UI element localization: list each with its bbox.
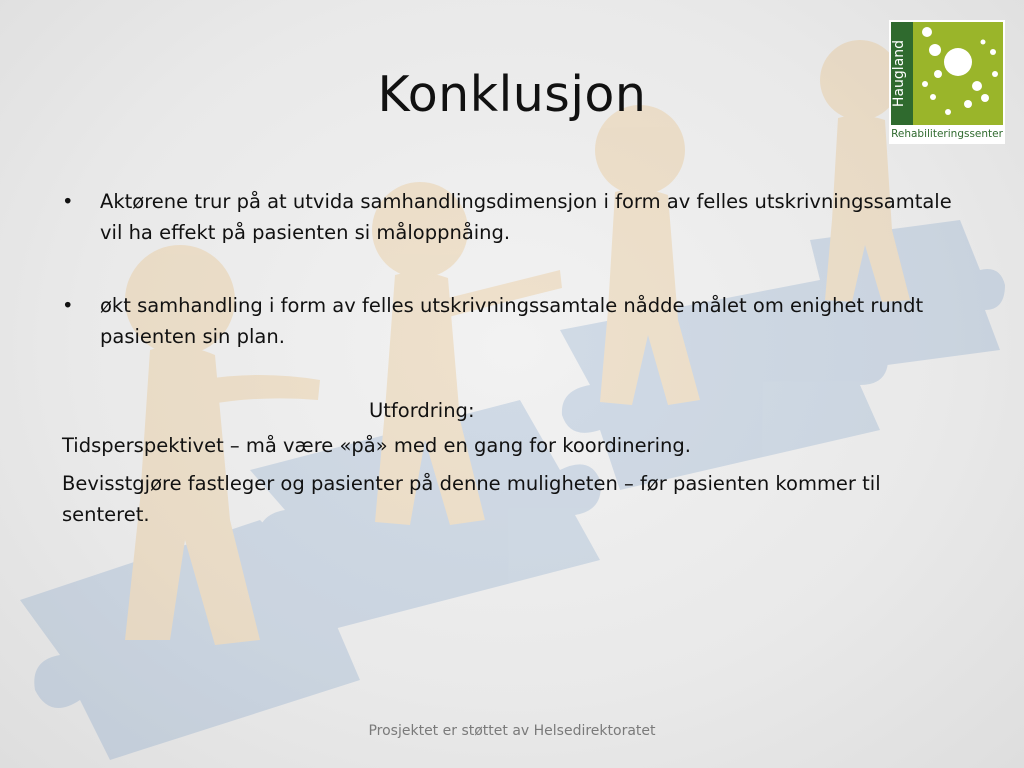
challenge-heading: Utfordring: xyxy=(369,399,475,422)
slide-footer: Prosjektet er støttet av Helsedirektoratet xyxy=(368,723,656,739)
bullet-item xyxy=(62,290,980,352)
haugland-logo xyxy=(889,20,1005,144)
logo-name: Haugland xyxy=(891,39,907,108)
slide-title: Konklusjon xyxy=(377,66,647,123)
bullet-dot: • xyxy=(62,294,74,317)
bullet-dot: • xyxy=(62,190,74,213)
bullet-text: økt samhandling i form av felles utskrivningssamtale nådde målet om enighet rundt pasienten sin plan. xyxy=(100,294,924,348)
bullet-item xyxy=(62,186,980,248)
logo-dots-icon xyxy=(913,22,1003,125)
challenge-line: Bevisstgjøre fastleger og pasienter på denne muligheten – før pasienten kommer til senteret. xyxy=(62,472,881,526)
bullet-text: Aktørene trur på at utvida samhandlingsdimensjon i form av felles utskrivningssamtale vil ha effekt på pasienten si måloppnåing. xyxy=(100,190,952,244)
figure-arm xyxy=(200,375,320,405)
challenge-line: Tidsperspektivet – må være «på» med en gang for koordinering. xyxy=(62,434,691,457)
logo-subtitle: Rehabiliteringssenter xyxy=(891,128,1003,140)
